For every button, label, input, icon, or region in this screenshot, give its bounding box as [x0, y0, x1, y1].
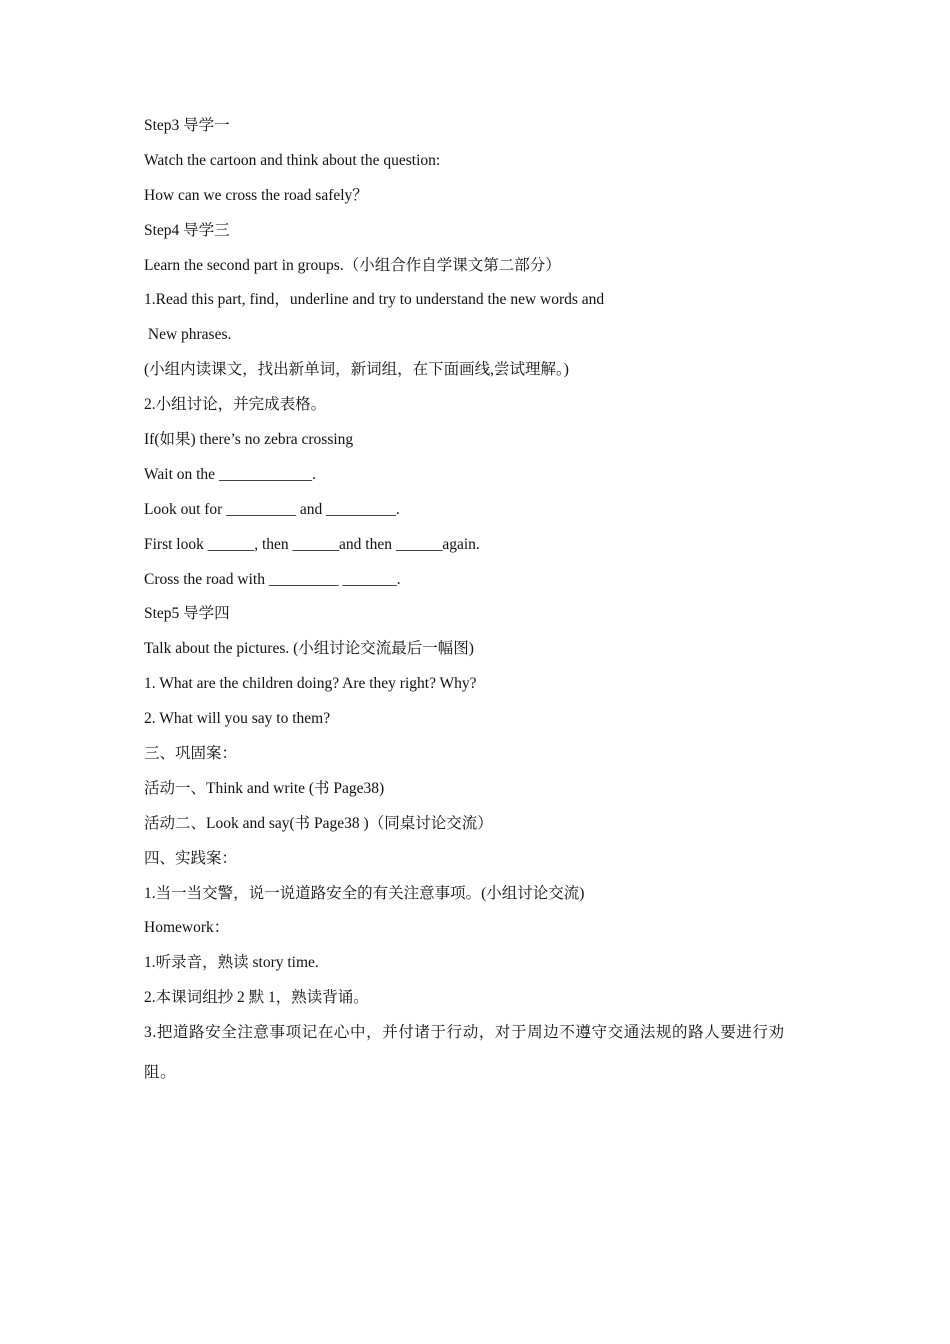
table-heading: If(如果) there’s no zebra crossing — [144, 431, 354, 449]
step5-question-1: 1. What are the children doing? Are they right? Why? — [144, 675, 477, 693]
activity-2: 活动二、Look and say(书 Page38 )（同桌讨论交流） — [144, 814, 493, 832]
step5-question-2: 2. What will you say to them? — [144, 710, 331, 728]
step4-instruction: Learn the second part in groups.（小组合作自学课文第二部分） — [144, 256, 561, 274]
task-2-instruction: 2.小组讨论，并完成表格。 — [144, 396, 327, 414]
homework-item-2: 2.本课词组抄 2 默 1，熟读背诵。 — [144, 989, 369, 1007]
practice-heading: 四、实践案： — [144, 849, 238, 867]
step5-instruction: Talk about the pictures. (小组讨论交流最后一幅图) — [144, 640, 474, 658]
task-1-line-1: 1.Read this part, find，underline and try to understand the new words and — [144, 291, 605, 309]
homework-heading: Homework： — [144, 919, 230, 937]
consolidation-heading: 三、巩固案： — [144, 745, 238, 763]
task-1-translation: (小组内读课文，找出新单词，新词组，在下面画线,尝试理解。) — [144, 361, 569, 379]
fill-blank-2: Look out for _________ and _________. — [144, 500, 400, 518]
homework-item-1: 1.听录音，熟读 story time. — [144, 954, 319, 972]
step3-heading: Step3 导学一 — [144, 117, 230, 134]
step5-heading: Step5 导学四 — [144, 605, 230, 623]
task-1-line-2: New phrases. — [144, 326, 232, 344]
step4-heading: Step4 导学三 — [144, 221, 230, 239]
step3-question: How can we cross the road safely？ — [144, 186, 368, 204]
activity-1: 活动一、Think and write (书 Page38) — [144, 779, 385, 797]
fill-blank-4: Cross the road with _________ _______. — [144, 570, 401, 588]
homework-item-3: 3.把道路安全注意事项记在心中，并付诸于行动，对于周边不遵守交通法规的路人要进行劝阻。 — [144, 1024, 785, 1082]
step3-instruction: Watch the cartoon and think about the question: — [144, 151, 441, 169]
document-body — [144, 116, 814, 1093]
fill-blank-1: Wait on the ____________. — [144, 465, 316, 483]
practice-item-1: 1.当一当交警，说一说道路安全的有关注意事项。(小组讨论交流) — [144, 884, 585, 902]
fill-blank-3: First look ______, then ______and then ______again. — [144, 535, 480, 553]
